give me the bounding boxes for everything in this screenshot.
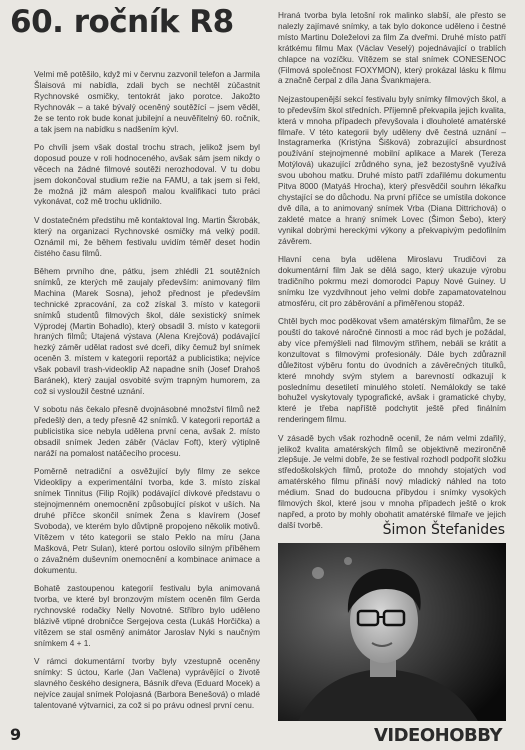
- paragraph: V sobotu nás čekalo přesně dvojnásobné množství filmů než předešlý den, a tedy přesně 42 snímků. V kategorii reportáž a publicistika sice nebyla udělena první cena, avšak 2. místo obsadil snímek Jeden záběr (Václav Foft), který výtiplně naráží na pomalost natáčecího procesu.: [34, 405, 260, 458]
- paragraph: Po chvíli jsem však dostal trochu strach, jelikož jsem byl doposud pouze v roli hodnoceného, avšak sám jsem nikdy o věcech na žádné filmové soutěži nerozhodoval. V tu dobu jsem dokončoval studium režie na FAMU, a tak jsem si řekl, že možná již mám alespoň malou kvalifikaci tuto práci vykonávat, což mě trochu uklidnilo.: [34, 142, 260, 207]
- portrait-illustration: [278, 543, 506, 721]
- right-column: [278, 11, 506, 539]
- paragraph: Bohatě zastoupenou kategorií festivalu byla animovaná tvorba, ve které byl bronzovým místem oceněn film Gerda rychnovské rodačky Nelly Novotné. Stříbro bylo uděleno blázivě vtipné drobničce Sergejova cesta (Lukáš Horčička) a vítězem se stal osměný animátor Jaroslav Nyki s naučným snímkem 4 + 1.: [34, 583, 260, 648]
- videohobby-logo: [367, 723, 509, 745]
- paragraph: V zásadě bych však rozhodně ocenil, že nám velmi zdařilý, jelikož kvalita amatérských filmů se objektivně mezirončně zlepšuje. Je velmi dobře, že se festival rozhodl podpořit složku středoškolských filmů, protože do mnohdy stojatých vod amatérského filmu přináší nový mladický náhled na toto médium. Snad do budoucna přibydou i snímky vysokých filmových škol, které jsou v mnoha případech ještě o krok napřed, a proto by mohly obohatit amatérské filmaře ve jejich další tvorbě.: [278, 433, 506, 530]
- page-number: 9: [10, 725, 22, 744]
- paragraph: Během prvního dne, pátku, jsem zhlédli 21 soutěžních snímků, ze kterých mě zaujaly především: animovaný film Machina (Marek Sosna), jehož přednost je především technické zpracování, za což získal 3. místo v kategorii snímků studentů filmových škol, dále sexistický snímek Výprodej (Martin Bohadlo), který obsadil 3. místo v kategorii hraných filmů; Utajená výstava (Alena Krejčová) podávající hezký záměr udělat radost své dceři, díky čemuž byl snímek oceněn 3. místem v kategorii reportáž a publicistika; nejvíce však pobavil trash-videoklip Až napadne sníh (Josef Drahoš Baránek), který zaujal osvobité svým trapným humorem, za což si vysloužil čestné uznání.: [34, 267, 260, 396]
- article-title: 60. ročník R8: [10, 4, 234, 40]
- paragraph: Velmi mě potěšilo, když mi v červnu zazvonil telefon a Jarmila Šlaisová mi nabídla, zdali bych se nechtěl zúčastnit Rychnovské osmičky, tentokrát jako porotce. Jakožto Rychnovák – a také bývalý oceněný soutěžící – jsem věděl, že se tento rok bude konat jubilejní a neuvěřitelný 60. ročník, a tak jsem na nabídku s nadšením kývl.: [34, 70, 260, 134]
- paragraph: Hlavní cena byla udělena Miroslavu Trudičovi za dokumentární film Jak se dělá sago, který ukazuje výrobu tradičního pokrmu mezi domorodci Papuy Nové Guiney. U snímku lze vyzdvihnout jeho velmi dobře zapamatovatelnou atmosféru, cit pro záběrování a přiměřenou stopáž.: [278, 255, 506, 308]
- paragraph: V rámci dokumentární tvorby byly vzestupně oceněny snímky: S úctou, Karle (Jan Vačlena) vyprávějící o životě slavného českého designera, Básník dřeva (Eduard Mocek) a nejvíce zaujal snímek Polojasná (Barbora Benešová) o mladé talentované výtvarnici, za což si po právu odnesl první cenu.: [34, 656, 260, 710]
- author-portrait-photo: [278, 543, 506, 721]
- brand-name: VIDEOHOBBY: [373, 725, 503, 745]
- page-footer: [0, 723, 525, 750]
- left-column: [34, 70, 260, 719]
- paragraph: Nejzastoupenější sekcí festivalu byly snímky filmových škol, a to především škol středních. Příjemně překvapila jejich kvalita, která v mnoha případech převyšovala i dlouholeté amatérské filmaře. V této kategorii byly uděleny dvě čestná uznání – Instagramerka (Kristýna Šišková) zobrazující absurdnost používání stejnojmenné mobilní aplikace a Marek (Tereza Motýlová) ukazující zrůdného syna, jež bezostyšně využívá svou ubohou matku. Druhé místo patří zdařilému dokumentu Pitva 8000 (Matyáš Hrocha), který přesvědčil souhrn lékařku chystající se do důchodu. Na první příčce se umístila dokonce dvě díla, a to animovaný snímek Vrba (Diana Dittrichová) o zakleté matce a hraný snímek Lovec (Šimon Šebo), který vynikal dobrými hereckými výkony a překvapivým pedofilním závěrem.: [278, 94, 506, 246]
- paragraph: Chtěl bych moc poděkovat všem amatérským filmařům, že se pouští do takové náročné činnosti a moc rád bych je požádal, aby více přemýšleli nad filmovým střihem, nebáli se krátit a konzultovat s filmovými profesionály. Dále bych zdůraznil důležitost výběru fontu do úvodních a závěrečných titulků, které mnohdy svým stylem a barevností odkazují k poslednímu desetiletí minulého století. Nemálokdy se také bohužel vyskytovaly typografické, avšak i gramatické chyby, které je třeba napříště podchytit ještě před finálním renderingem filmu.: [278, 317, 506, 425]
- paragraph: Hraná tvorba byla letošní rok malinko slabší, ale přesto se nalezly zajímavé snímky, a tak bylo dokonce uděleno i čestné místo Martinu Doleželovi za film Za dveřmi. Druhé místo patří krátkému filmu Max (Václav Veselý) pojednávající o trablích chlapce na vozíčku. Vítězem se stal snímek CONESENOC (Filmová společnost FOXYMON), který prokázal lásku k filmu a značně čerpal z díla Jana Švankmajera.: [278, 11, 506, 86]
- author-signature: Šimon Štefanides: [382, 522, 505, 538]
- paragraph: Poměrně netradiční a osvěžující byly filmy ze sekce Videoklipy a experimentální tvorba, kde 3. místo získal snímek Tinnitus (Filip Rojík) podávající dívkové představu o stejnojmenném onemocnění způsobující pískot v uších. Na druhé příčce skončil snímek Žena s klavírem (Josef Svoboda), ve kterém bylo důvtipně propojeno několik motivů. Vítězem v této kategorii se stalo Peklo na míru (Jana Mašková, Petr Sulan), které portou oslovilo silným příběhem o závažném duševním onemocnění a kombinace animace a dokumentu.: [34, 467, 260, 575]
- brand-logo-svg: [367, 723, 509, 745]
- paragraph: V dostatečném předstihu mě kontaktoval Ing. Martin Škrobák, který na organizaci Rychnovské osmičky má velký podíl. Oznámil mi, že během festivalu uvidím téměř deset hodin čistého času filmů.: [34, 215, 260, 258]
